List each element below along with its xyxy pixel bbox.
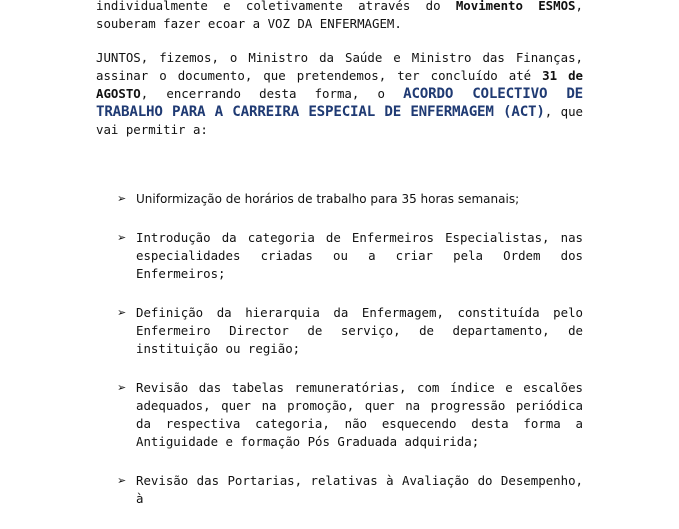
arrow-bullet-icon: ➢ bbox=[117, 381, 127, 394]
intro-paragraph bbox=[96, 0, 583, 33]
list-item-text: Revisão das tabelas remuneratórias, com índice e escalões adequados, quer na promoção, quer na progressão periódica da respectiva categoria, não esquecendo desta forma a Antiguidade e formação Pós Graduada adquirida; bbox=[136, 380, 583, 449]
document-page bbox=[96, 0, 583, 529]
intro-text-end: , souberam fazer ecoar a VOZ DA ENFERMAGEM. bbox=[96, 0, 583, 31]
arrow-bullet-icon: ➢ bbox=[117, 231, 127, 244]
list-item bbox=[96, 190, 583, 208]
list-item bbox=[96, 379, 583, 451]
list-item-text: Introdução da categoria de Enfermeiros Especialistas, nas especialidades criadas ou a criar pela Ordem dos Enfermeiros; bbox=[136, 230, 583, 281]
agreement-text-1: JUNTOS, fizemos, o Ministro da Saúde e Ministro das Finanças, assinar o documento, que pretendemos, ter concluído até bbox=[96, 50, 583, 83]
list-item bbox=[96, 229, 583, 283]
list-item-text: Uniformização de horários de trabalho para 35 horas semanais; bbox=[136, 192, 520, 206]
movimento-esmos-name: Movimento ESMOS bbox=[455, 0, 576, 13]
arrow-bullet-icon: ➢ bbox=[117, 306, 127, 319]
list-item bbox=[96, 304, 583, 358]
intro-text-start: individualmente e coletivamente através do bbox=[96, 0, 456, 13]
arrow-bullet-icon: ➢ bbox=[117, 192, 127, 205]
agreement-text-3: , que vai permitir a: bbox=[96, 104, 583, 137]
list-item bbox=[96, 472, 583, 508]
agreement-paragraph bbox=[96, 49, 583, 139]
deadline-date: 31 de AGOSTO bbox=[96, 68, 583, 101]
list-item-text: Revisão das Portarias, relativas à Avaliação do Desempenho, à bbox=[136, 473, 583, 506]
agreement-text-2: , encerrando desta forma, o bbox=[140, 86, 404, 101]
list-item-text: Definição da hierarquia da Enfermagem, constituída pelo Enfermeiro Director de serviço, de departamento, de instituição ou região; bbox=[136, 305, 583, 356]
arrow-bullet-icon: ➢ bbox=[117, 474, 127, 487]
measures-list bbox=[96, 190, 583, 508]
act-title: ACORDO COLECTIVO DE TRABALHO PARA A CARREIRA ESPECIAL DE ENFERMAGEM (ACT) bbox=[96, 86, 584, 120]
